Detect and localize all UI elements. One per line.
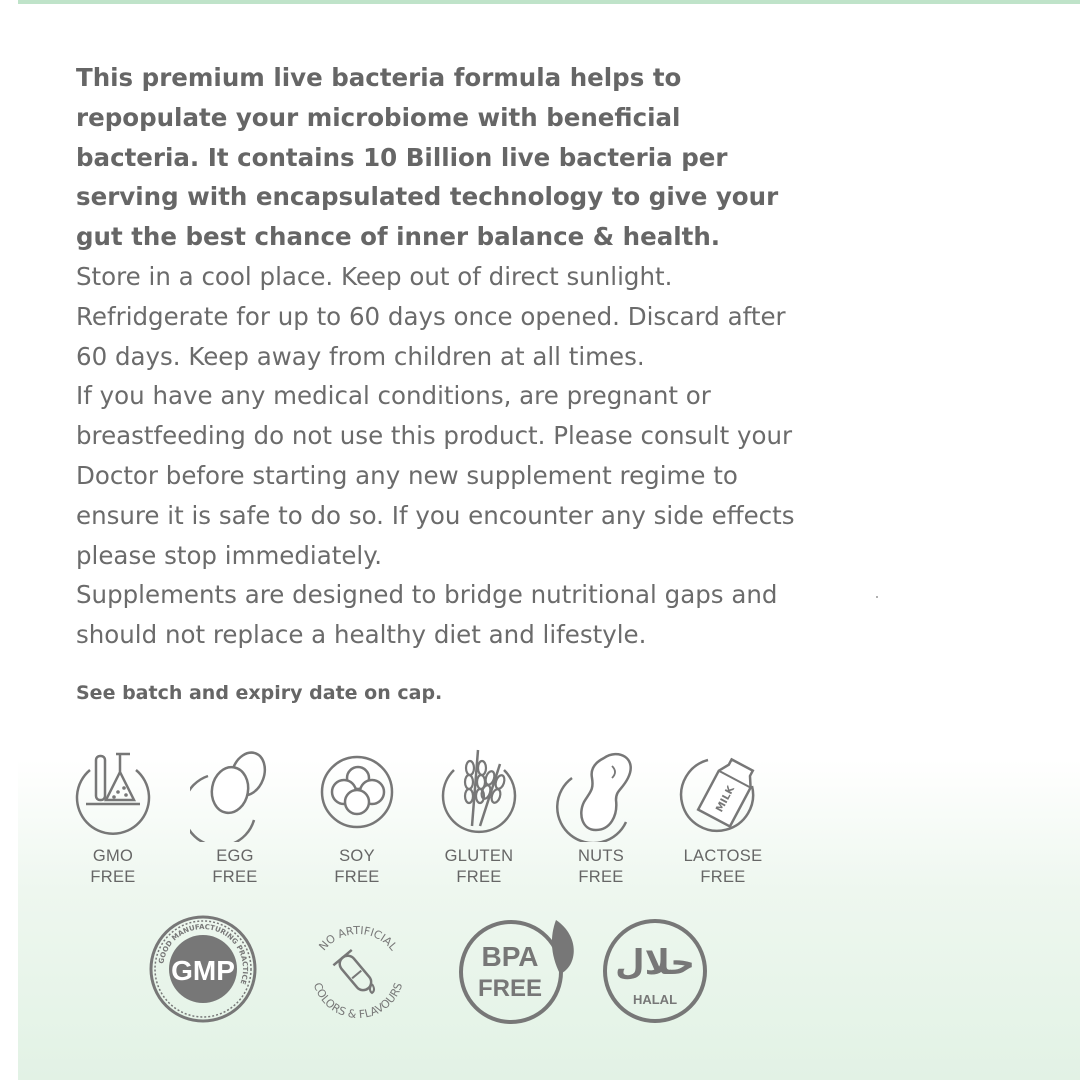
bpa-leaf-icon [456, 914, 586, 1024]
nuts-label-line1: NUTS [577, 847, 625, 865]
milk-carton-icon [678, 742, 768, 842]
gmo-flask-icon [68, 742, 158, 842]
storage-instructions: Store in a cool place. Keep out of direct sunlight. Refridgerate for up to 60 days once opened. Discard after 60 days. Keep away from children at all times. [76, 261, 786, 371]
soy-icon [312, 742, 402, 842]
halal-badge [600, 914, 710, 1028]
gmp-label: GMP [171, 955, 235, 986]
halal-label: HALAL [632, 992, 678, 1007]
lactose-free-item [668, 742, 778, 902]
lactose-label-line2: FREE [700, 868, 746, 886]
bpa-free-badge [456, 914, 586, 1028]
description-block [76, 58, 796, 655]
lactose-label-line1: LACTOSE [683, 847, 763, 865]
product-label-panel [18, 0, 1080, 1080]
gmo-label-line2: FREE [90, 868, 136, 886]
gmp-seal-icon [148, 914, 258, 1024]
gmo-free-item [58, 742, 168, 902]
gmp-badge [148, 914, 258, 1028]
product-description: This premium live bacteria formula helps to repopulate your microbiome with beneficial bacteria. It contains 10 Billion live bacteria per serving with encapsulated technology to give your gut the best chance of inner balance & health. [76, 63, 779, 252]
wheat-icon [434, 742, 524, 842]
medical-warning: If you have any medical conditions, are pregnant or breastfeeding do not use this product. Please consult your Doctor before starting any new supplement regime to ensure it is safe to do so. If you encounter any side effects please stop immediately. [76, 381, 795, 570]
egg-label-line1: EGG [216, 847, 254, 865]
top-accent-line [18, 0, 1080, 4]
svg-text:NO ARTIFICIAL [316, 924, 400, 954]
peanut-icon [556, 742, 646, 842]
test-tube-icon [298, 914, 418, 1034]
bpa-line2: FREE [477, 975, 543, 1002]
halal-arabic: حلال [615, 943, 695, 983]
halal-seal-icon [600, 914, 710, 1024]
soy-label-line1: SOY [339, 847, 375, 865]
no-artificial-top: NO ARTIFICIAL [316, 923, 400, 954]
egg-free-item [180, 742, 290, 902]
svg-text:MILK: MILK [714, 784, 738, 815]
gluten-free-item [424, 742, 534, 902]
supplement-disclaimer: Supplements are designed to bridge nutritional gaps and should not replace a healthy diet and lifestyle. [76, 580, 778, 650]
gluten-label-line1: GLUTEN [444, 847, 514, 865]
gmo-label-line1: GMO [92, 847, 134, 865]
svg-text:GOOD MANUFACTURING PRACTICE: GOOD MANUFACTURING PRACTICE [157, 922, 250, 986]
soy-label-line2: FREE [334, 868, 380, 886]
no-artificial-badge [298, 914, 418, 1038]
no-artificial-bottom: COLORS & FLAVOURS [310, 980, 406, 1022]
certification-badges [138, 914, 738, 1044]
nuts-free-item [546, 742, 656, 902]
egg-label-line2: FREE [212, 868, 258, 886]
batch-note: See batch and expiry date on cap. [76, 682, 443, 704]
allergen-free-icons [58, 742, 818, 902]
nuts-label-line2: FREE [578, 868, 624, 886]
bpa-line1: BPA [481, 941, 539, 972]
egg-icon [190, 742, 280, 842]
stray-dot [876, 596, 878, 598]
gluten-label-line2: FREE [456, 868, 502, 886]
soy-free-item [302, 742, 412, 902]
